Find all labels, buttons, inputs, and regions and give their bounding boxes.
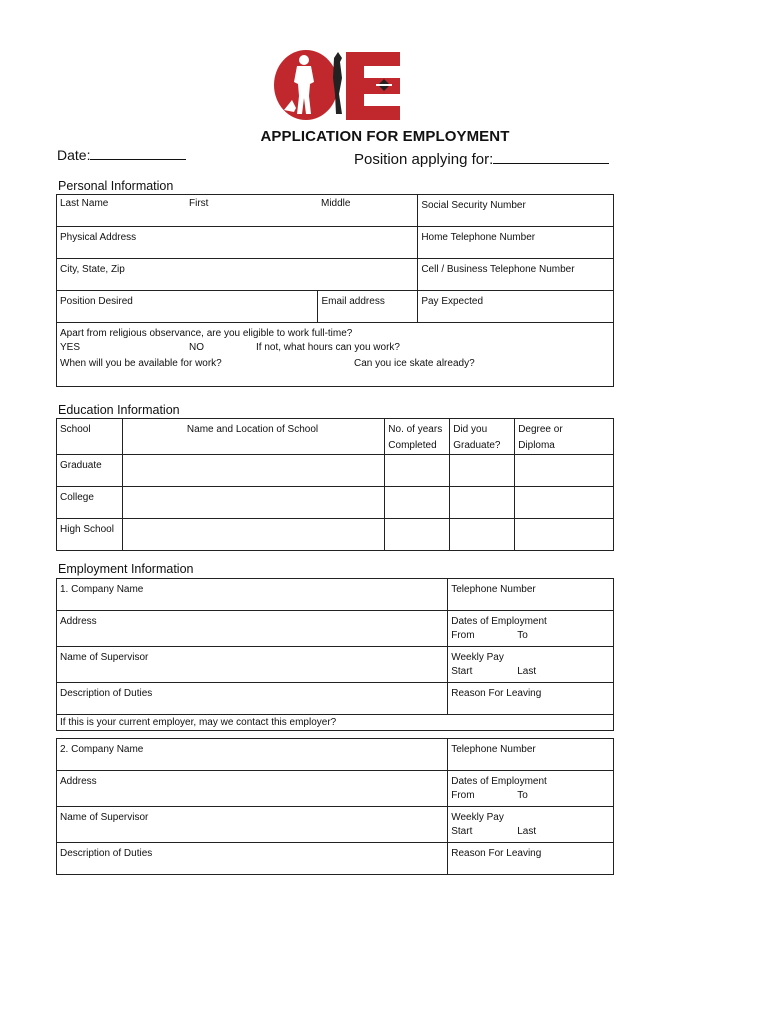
employment-heading: Employment Information: [58, 562, 194, 576]
graduate-graduated-cell[interactable]: [450, 455, 515, 487]
name-cell[interactable]: [57, 195, 418, 227]
name-location-header-label: Name and Location of School: [186, 424, 319, 435]
ssn-cell[interactable]: [418, 195, 614, 227]
no-option[interactable]: NO: [189, 342, 204, 353]
school-header-label: School: [60, 424, 91, 435]
employer-2-duties-cell[interactable]: [57, 843, 448, 875]
position-line[interactable]: [493, 150, 609, 164]
education-table: [56, 418, 614, 551]
employer-1-phone-cell[interactable]: [448, 579, 614, 611]
position-label: Position applying for:: [354, 151, 494, 168]
employer-1-duties-label: Description of Duties: [60, 688, 153, 699]
fulltime-question: Apart from religious observance, are you eligible to work full-time?: [60, 328, 353, 339]
high-school-degree-cell[interactable]: [515, 519, 614, 551]
table-row: [57, 487, 614, 519]
first-name-label: First: [189, 198, 209, 209]
school-header: [57, 419, 123, 455]
employer-1-table: [56, 578, 614, 731]
employer-1-pay-cell[interactable]: [448, 647, 614, 683]
employer-1-dates-label: Dates of Employment: [451, 616, 547, 627]
skate-question: Can you ice skate already?: [354, 358, 475, 369]
graduate-row-label: Graduate: [60, 460, 102, 471]
high-school-years-cell[interactable]: [385, 519, 450, 551]
college-row-label: College: [60, 492, 94, 503]
employer-1-reason-label: Reason For Leaving: [451, 688, 542, 699]
home-phone-cell[interactable]: [418, 227, 614, 259]
employer-2-address-label: Address: [60, 776, 97, 787]
cell-phone-label: Cell / Business Telephone Number: [421, 264, 575, 275]
row-label-graduate: [57, 455, 123, 487]
degree-header-line1: Degree or: [518, 424, 563, 435]
employer-2-to-label: To: [517, 790, 528, 801]
position-desired-cell[interactable]: [57, 291, 318, 323]
employer-1-company-cell[interactable]: [57, 579, 448, 611]
employer-1-supervisor-label: Name of Supervisor: [60, 652, 149, 663]
employer-1-duties-cell[interactable]: [57, 683, 448, 715]
employer-1-from-label: From: [451, 630, 475, 641]
high-school-row-label: High School: [60, 524, 114, 535]
employer-2-supervisor-cell[interactable]: [57, 807, 448, 843]
employer-2-supervisor-label: Name of Supervisor: [60, 812, 149, 823]
available-question: When will you be available for work?: [60, 358, 222, 369]
row-label-high-school: [57, 519, 123, 551]
employer-2-address-cell[interactable]: [57, 771, 448, 807]
personal-table: [56, 194, 614, 387]
address-cell[interactable]: [57, 227, 418, 259]
last-name-label: Last Name: [60, 198, 109, 209]
yes-option[interactable]: YES: [60, 342, 81, 353]
middle-name-label: Middle: [321, 198, 351, 209]
high-school-name-cell[interactable]: [122, 519, 384, 551]
employer-2-from-label: From: [451, 790, 475, 801]
date-field: [57, 146, 186, 163]
years-header: [385, 419, 450, 455]
employer-1-phone-label: Telephone Number: [451, 584, 536, 595]
employer-2-pay-cell[interactable]: [448, 807, 614, 843]
employer-2-pay-label: Weekly Pay: [451, 812, 504, 823]
graduate-header-line1: Did you: [453, 424, 488, 435]
employer-2-dates-cell[interactable]: [448, 771, 614, 807]
pay-expected-label: Pay Expected: [421, 296, 484, 307]
graduate-degree-cell[interactable]: [515, 455, 614, 487]
personal-heading: Personal Information: [58, 179, 174, 193]
employer-1-last-label: Last: [517, 666, 537, 677]
employer-2-dates-label: Dates of Employment: [451, 776, 547, 787]
college-name-cell[interactable]: [122, 487, 384, 519]
degree-header-line2: Diploma: [518, 440, 555, 451]
employer-2-company-cell[interactable]: [57, 739, 448, 771]
employer-1-address-cell[interactable]: [57, 611, 448, 647]
ssn-label: Social Security Number: [421, 200, 526, 211]
position-field: [354, 150, 609, 168]
employer-2-table: [56, 738, 614, 875]
employer-1-dates-cell[interactable]: [448, 611, 614, 647]
employer-1-supervisor-cell[interactable]: [57, 647, 448, 683]
cell-phone-cell[interactable]: [418, 259, 614, 291]
employer-2-phone-label: Telephone Number: [451, 744, 536, 755]
city-label: City, State, Zip: [60, 264, 125, 275]
years-header-line2: Completed: [388, 440, 437, 451]
degree-header: [515, 419, 614, 455]
employer-2-reason-cell[interactable]: [448, 843, 614, 875]
years-header-line1: No. of years: [388, 424, 443, 435]
hours-question: If not, what hours can you work?: [256, 342, 400, 353]
contact-employer-question: If this is your current employer, may we contact this employer?: [60, 717, 337, 728]
home-phone-label: Home Telephone Number: [421, 232, 536, 243]
employer-1-reason-cell[interactable]: [448, 683, 614, 715]
page-title: APPLICATION FOR EMPLOYMENT: [260, 128, 510, 145]
date-label: Date:: [57, 147, 91, 163]
employer-2-last-label: Last: [517, 826, 537, 837]
pay-expected-cell[interactable]: [418, 291, 614, 323]
graduate-header: [450, 419, 515, 455]
employer-1-start-label: Start: [451, 666, 473, 677]
college-years-cell[interactable]: [385, 487, 450, 519]
college-graduated-cell[interactable]: [450, 487, 515, 519]
name-location-header: [122, 419, 384, 455]
employer-1-company-label: 1. Company Name: [60, 584, 144, 595]
high-school-graduated-cell[interactable]: [450, 519, 515, 551]
date-line[interactable]: [90, 146, 186, 160]
graduate-header-line2: Graduate?: [453, 440, 501, 451]
email-label: Email address: [321, 296, 385, 307]
position-desired-label: Position Desired: [60, 296, 133, 307]
employer-1-to-label: To: [517, 630, 528, 641]
employer-2-duties-label: Description of Duties: [60, 848, 153, 859]
graduate-name-cell[interactable]: [122, 455, 384, 487]
employer-2-phone-cell[interactable]: [448, 739, 614, 771]
employer-1-pay-label: Weekly Pay: [451, 652, 504, 663]
contact-employer-cell[interactable]: [57, 715, 614, 731]
company-logo: [272, 48, 404, 122]
table-row: [57, 519, 614, 551]
college-degree-cell[interactable]: [515, 487, 614, 519]
graduate-years-cell[interactable]: [385, 455, 450, 487]
table-row: [57, 455, 614, 487]
address-label: Physical Address: [60, 232, 137, 243]
city-cell[interactable]: [57, 259, 418, 291]
employer-2-reason-label: Reason For Leaving: [451, 848, 542, 859]
education-heading: Education Information: [58, 403, 180, 417]
employer-2-start-label: Start: [451, 826, 473, 837]
row-label-college: [57, 487, 123, 519]
availability-cell[interactable]: [57, 323, 614, 387]
email-cell[interactable]: [318, 291, 418, 323]
employer-2-company-label: 2. Company Name: [60, 744, 144, 755]
employer-1-address-label: Address: [60, 616, 97, 627]
